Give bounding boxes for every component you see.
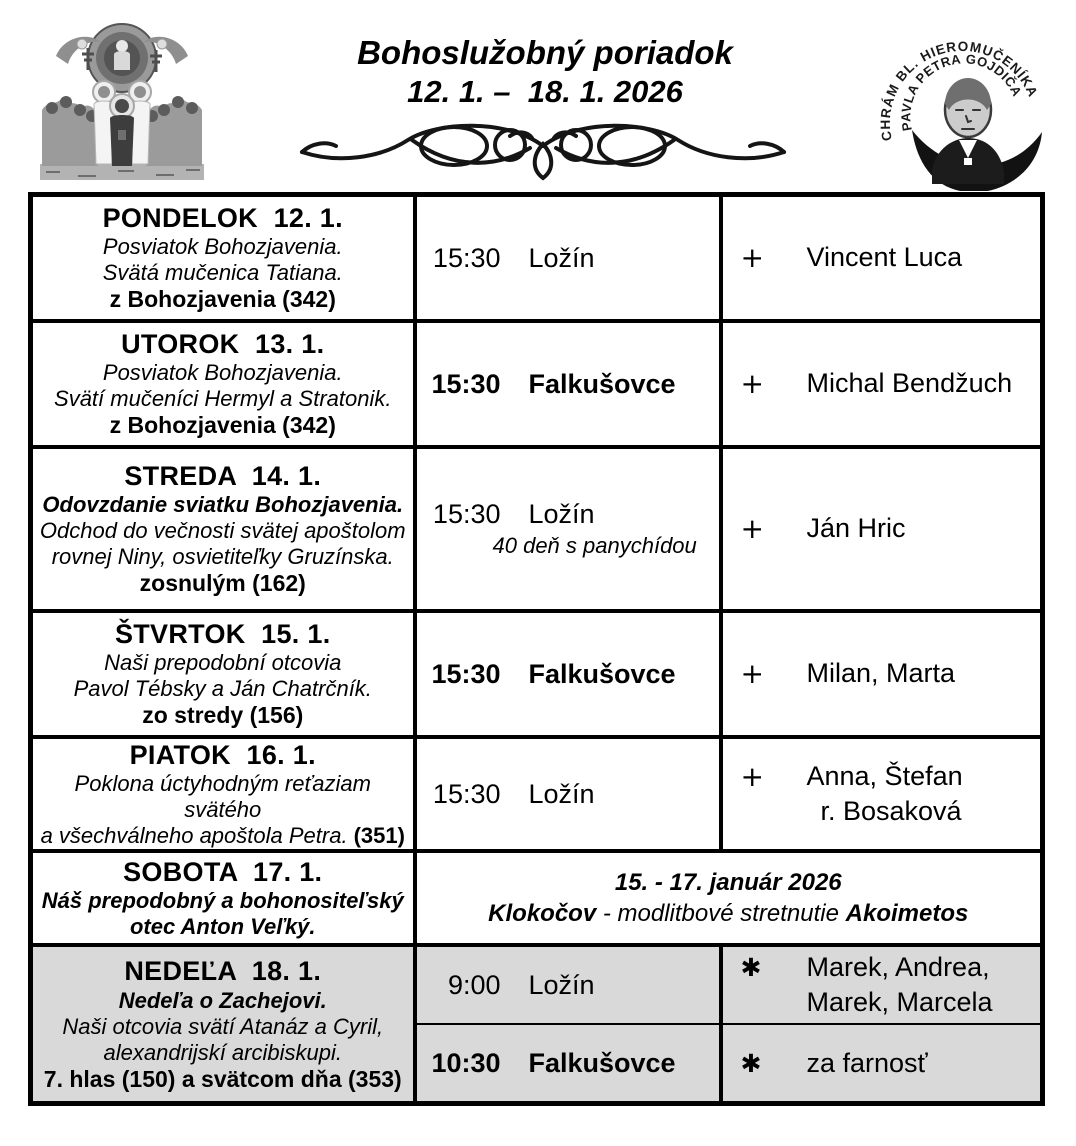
gojdic-portrait [912,78,1042,191]
service-cell [415,321,721,447]
event-dates: 15. - 17. január 2026 [614,869,842,897]
title-block [305,34,785,110]
intention-name: Milan, Marta [806,657,956,688]
rubric-line: zo stredy (156) [142,702,304,729]
feast-line: Naši prepodobní otcovia [104,650,342,676]
day-title: SOBOTA 17. 1. [123,857,323,888]
flourish-divider [296,116,790,182]
service-place: Ložín [528,242,595,273]
cross-symbol: + [740,240,764,274]
row-utorok [31,321,1043,447]
feast-line: Svätí mučeníci Hermyl a Stratonik. [54,386,392,412]
service-cell [415,945,721,1024]
day-cell-streda [31,447,415,611]
service-time: 10:30 [431,1047,501,1078]
day-title: PIATOK 16. 1. [129,740,316,770]
service-place: Ložín [528,969,595,1000]
rubric-line: z Bohozjavenia (342) [109,286,336,313]
feast-line: rovnej Niny, osvietiteľky Gruzínska. [51,544,394,570]
service-cell [415,447,721,611]
cross-symbol: + [740,511,764,545]
rubric-line: 7. hlas (150) a svätcom dňa (353) [43,1065,402,1092]
service-cell [415,737,721,851]
row-sobota [31,851,1043,945]
intention-name-2: Marek, Marcela [806,987,993,1018]
day-title: UTOROK 13. 1. [121,329,325,360]
rubric-inline: (351) [353,823,405,849]
day-cell-piatok [31,737,415,851]
feast-line: a všechválneho apoštola Petra. (351) [40,823,405,849]
intention-cell [721,447,1043,611]
service-time: 15:30 [431,658,501,689]
feast-line: Odchod do večnosti svätej apoštolom [39,518,406,544]
row-nedela [31,945,1043,1024]
cross-symbol: + [740,656,764,690]
intention-cell [721,321,1043,447]
service-time: 15:30 [432,499,501,529]
service-place: Ložín [528,499,595,529]
event-cell [415,851,1043,945]
date-range: 12. 1. – 18. 1. 2026 [407,73,683,109]
parish-stamp [868,6,1058,191]
stamp-arc-outer-text: CHRÁM BL. HIEROMUČENÍKA [877,38,1041,143]
row-stvrtok [31,611,1043,737]
row-piatok [31,737,1043,851]
service-time: 9:00 [447,969,501,1000]
service-cell [415,611,721,737]
intention-cell [721,1024,1043,1104]
service-place: Falkušovce [528,658,676,689]
intention-name: Marek, Andrea, [806,952,990,983]
intention-name: Ján Hric [806,512,906,543]
day-cell-utorok [31,321,415,447]
intention-cell [721,195,1043,322]
row-pondelok [31,195,1043,322]
intention-cell [721,611,1043,737]
service-cell [415,195,721,322]
day-title: NEDEĽA 18. 1. [124,956,322,987]
row-streda [31,447,1043,611]
feast-line: alexandrijskí arcibiskupi. [103,1039,342,1065]
event-description: Klokočov - modlitbové stretnutie Akoimetos [488,900,969,928]
day-title: ŠTVRTOK 15. 1. [114,619,331,650]
feast-line-bold: Odovzdanie sviatku Bohozjavenia. [42,492,404,518]
rubric-line: zosnulým (162) [139,570,306,597]
ascension-icon [38,14,206,186]
day-title: STREDA 14. 1. [124,461,322,492]
service-time: 15:30 [432,778,501,809]
intention-name: za farnosť [806,1047,928,1078]
feast-line-bold: otec Anton Veľký. [129,914,316,940]
service-place: Ložín [528,778,595,809]
cross-symbol: + [740,366,764,400]
intention-name: Vincent Luca [806,241,963,272]
schedule-table [28,192,1045,1106]
service-place: Falkušovce [528,1047,676,1078]
feast-line: Posviatok Bohozjavenia. [102,234,343,260]
feast-line: Svätá mučenica Tatiana. [102,260,343,286]
day-cell-nedela [31,945,415,1104]
service-time: 15:30 [431,368,501,399]
day-cell-sobota [31,851,415,945]
rubric-line: z Bohozjavenia (342) [109,412,336,439]
intention-name-2: r. Bosaková [820,796,962,827]
feast-line: Naši otcovia svätí Atanáz a Cyril, [62,1013,384,1039]
feast-line-bold: Náš prepodobný a bohonositeľský [41,888,404,914]
page-title: Bohoslužobný poriadok [357,34,733,71]
feast-line: Pavol Tébsky a Ján Chatrčník. [73,676,372,702]
intention-name: Michal Bendžuch [806,367,1013,398]
feast-line: Posviatok Bohozjavenia. [102,360,343,386]
cross-symbol: + [740,760,764,794]
event-name: Akoimetos [845,900,969,928]
event-place: Klokočov [488,900,597,928]
service-time: 15:30 [432,242,501,273]
stamp-arc-inner-text: PAVLA PETRA GOJDIČA [898,51,1025,133]
day-title: PONDELOK 12. 1. [102,203,343,234]
day-cell-pondelok [31,195,415,322]
intention-cell [721,945,1043,1024]
intention-name: Anna, Štefan [806,761,963,792]
asterisk-symbol: ✱ [740,1048,762,1078]
intention-cell [721,737,1043,851]
day-cell-stvrtok [31,611,415,737]
service-cell [415,1024,721,1104]
service-place: Falkušovce [528,368,676,399]
asterisk-symbol: ✱ [740,953,762,983]
feast-line-bold: Nedeľa o Zachejovi. [118,987,327,1013]
feast-line: Poklona úctyhodným reťaziam svätého [74,771,371,823]
service-note: 40 deň s panychídou [492,533,697,558]
